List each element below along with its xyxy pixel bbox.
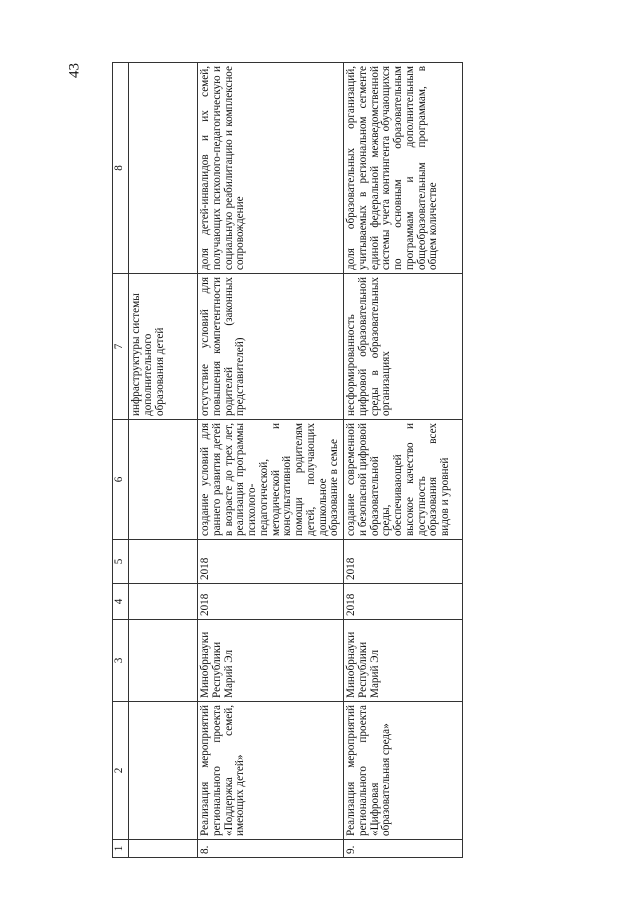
start-year-cell: 2018 <box>344 584 463 620</box>
table-row <box>198 63 344 858</box>
table-row-continuation <box>129 63 198 858</box>
table-header-row <box>113 63 129 858</box>
consequences-cell: несформированность цифровой образовательной среды в образовательных организациях <box>344 274 463 420</box>
continuation-consequences-cell: инфраструктуры системы дополнительного образования детей <box>129 274 198 420</box>
rotated-table-container <box>112 63 451 858</box>
header-cell: 1 <box>113 840 129 858</box>
end-year-cell: 2018 <box>198 540 344 584</box>
table-row <box>344 63 463 858</box>
empty-cell <box>129 702 198 840</box>
page-number: 43 <box>66 63 83 78</box>
empty-cell <box>129 540 198 584</box>
measures-table <box>112 62 463 858</box>
header-cell: 8 <box>113 63 129 274</box>
header-cell: 2 <box>113 702 129 840</box>
header-cell: 6 <box>113 420 129 540</box>
header-cell: 5 <box>113 540 129 584</box>
row-number: 8. <box>198 840 344 858</box>
row-number: 9. <box>344 840 463 858</box>
empty-cell <box>129 620 198 702</box>
measure-name-cell: Реализация мероприятий регионального проекта «Поддержка семей, имеющих детей» <box>198 702 344 840</box>
indicator-cell: доля образовательных организаций, учитываемых в региональном сегменте единой федеральной межведомственной системы учета контингента обучающихся по основным образовательным программам и дополнительным общеобразовательным программам, в общем количестве <box>344 63 463 274</box>
empty-cell <box>129 63 198 274</box>
expected-result-cell: создание условий для раннего развития детей в возрасте до трех лет, реализация программы психолого-педагогической, методической и консультативной помощи родителям детей, получающих дошкольное образование в семье <box>198 420 344 540</box>
measure-name-cell: Реализация мероприятий регионального проекта «Цифровая образовательная среда» <box>344 702 463 840</box>
empty-cell <box>129 840 198 858</box>
header-cell: 4 <box>113 584 129 620</box>
executor-cell: Минобрнауки Республики Марий Эл <box>344 620 463 702</box>
indicator-cell: доля детей-инвалидов и их семей, получающих психолого-педагогическую и социальную реабилитацию и комплексное сопровождение <box>198 63 344 274</box>
end-year-cell: 2018 <box>344 540 463 584</box>
empty-cell <box>129 420 198 540</box>
consequences-cell: отсутствие условий для повышения компетентности родителей (законных представителей) <box>198 274 344 420</box>
executor-cell: Минобрнауки Республики Марий Эл <box>198 620 344 702</box>
start-year-cell: 2018 <box>198 584 344 620</box>
header-cell: 3 <box>113 620 129 702</box>
expected-result-cell: создание современной и безопасной цифровой образовательной среды, обеспечивающей высокое качество и доступность образования всех видов и уровней <box>344 420 463 540</box>
empty-cell <box>129 584 198 620</box>
header-cell: 7 <box>113 274 129 420</box>
